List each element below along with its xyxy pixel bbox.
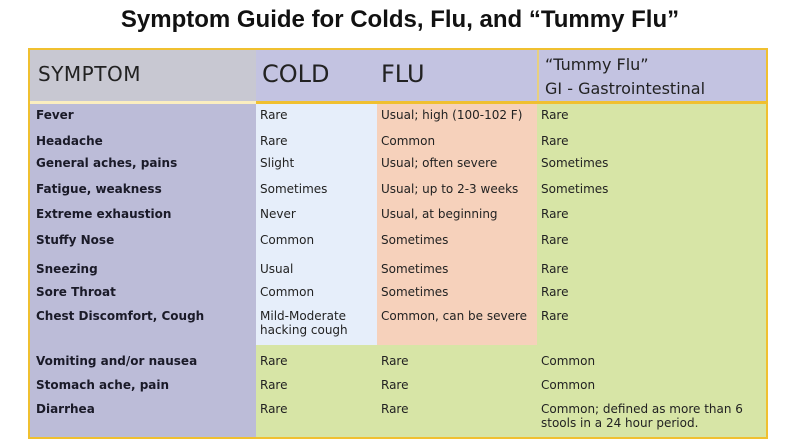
symptom-cell: Fever xyxy=(36,108,74,122)
gi-cell: Rare xyxy=(541,309,569,323)
header-symptom xyxy=(30,50,256,101)
page-title: Symptom Guide for Colds, Flu, and “Tummy Flu” xyxy=(120,6,680,33)
cold-cell: Never xyxy=(260,207,296,221)
symptom-cell: Stomach ache, pain xyxy=(36,378,170,392)
header-gi-label-2: GI - Gastrointestinal xyxy=(545,79,706,98)
symptom-cell: Headache xyxy=(36,134,103,148)
cold-cell: Rare xyxy=(260,378,288,392)
cold-cell: Mild-Moderate hacking cough xyxy=(260,309,348,337)
gi-cell: Sometimes xyxy=(541,182,609,196)
gi-cell: Rare xyxy=(541,285,569,299)
cold-cell: Rare xyxy=(260,108,288,122)
gi-cell: Rare xyxy=(541,134,569,148)
symptom-table xyxy=(28,48,768,439)
flu-cell: Sometimes xyxy=(381,262,449,276)
header-gi-label-1: “Tummy Flu” xyxy=(545,55,649,74)
cold-cell: Rare xyxy=(260,134,288,148)
header-cold xyxy=(256,50,377,101)
flu-cell: Sometimes xyxy=(381,285,449,299)
gi-cell: Common xyxy=(541,354,596,368)
cold-cell: Slight xyxy=(260,156,295,170)
symptom-cell: Stuffy Nose xyxy=(36,233,115,247)
symptom-cell: Extreme exhaustion xyxy=(36,207,172,221)
header-gi xyxy=(537,50,766,101)
cold-cell: Common xyxy=(260,233,315,247)
flu-cell: Usual; high (100-102 F) xyxy=(381,108,523,122)
flu-cell: Sometimes xyxy=(381,233,449,247)
header-cold-label: COLD xyxy=(262,60,330,88)
header-flu xyxy=(377,50,537,101)
cold-cell: Usual xyxy=(260,262,294,276)
symptom-cell: Fatigue, weakness xyxy=(36,182,162,196)
cold-cell: Rare xyxy=(260,402,288,416)
gi-cell: Common xyxy=(541,378,596,392)
gi-cell: Sometimes xyxy=(541,156,609,170)
header-flu-label: FLU xyxy=(381,60,425,88)
flu-cell: Rare xyxy=(381,378,409,392)
header-symptom-label: SYMPTOM xyxy=(38,62,141,86)
cold-cell: Sometimes xyxy=(260,182,328,196)
symptom-cell: Chest Discomfort, Cough xyxy=(36,309,205,323)
flu-cell: Rare xyxy=(381,354,409,368)
flu-cell: Common xyxy=(381,134,436,148)
symptom-cell: Sore Throat xyxy=(36,285,116,299)
gi-cell: Rare xyxy=(541,108,569,122)
flu-cell: Usual, at beginning xyxy=(381,207,498,221)
symptom-cell: Diarrhea xyxy=(36,402,95,416)
cold-cell: Rare xyxy=(260,354,288,368)
gi-cell: Common; defined as more than 6 stools in a 24 hour period. xyxy=(541,402,743,430)
gi-cell: Rare xyxy=(541,262,569,276)
cold-cell: Common xyxy=(260,285,315,299)
flu-cell: Usual; often severe xyxy=(381,156,498,170)
flu-cell: Usual; up to 2-3 weeks xyxy=(381,182,519,196)
flu-cell: Common, can be severe xyxy=(381,309,528,323)
symptom-cell: General aches, pains xyxy=(36,156,178,170)
symptom-cell: Vomiting and/or nausea xyxy=(36,354,198,368)
gi-cell: Rare xyxy=(541,233,569,247)
gi-cell: Rare xyxy=(541,207,569,221)
symptom-cell: Sneezing xyxy=(36,262,98,276)
flu-cell: Rare xyxy=(381,402,409,416)
